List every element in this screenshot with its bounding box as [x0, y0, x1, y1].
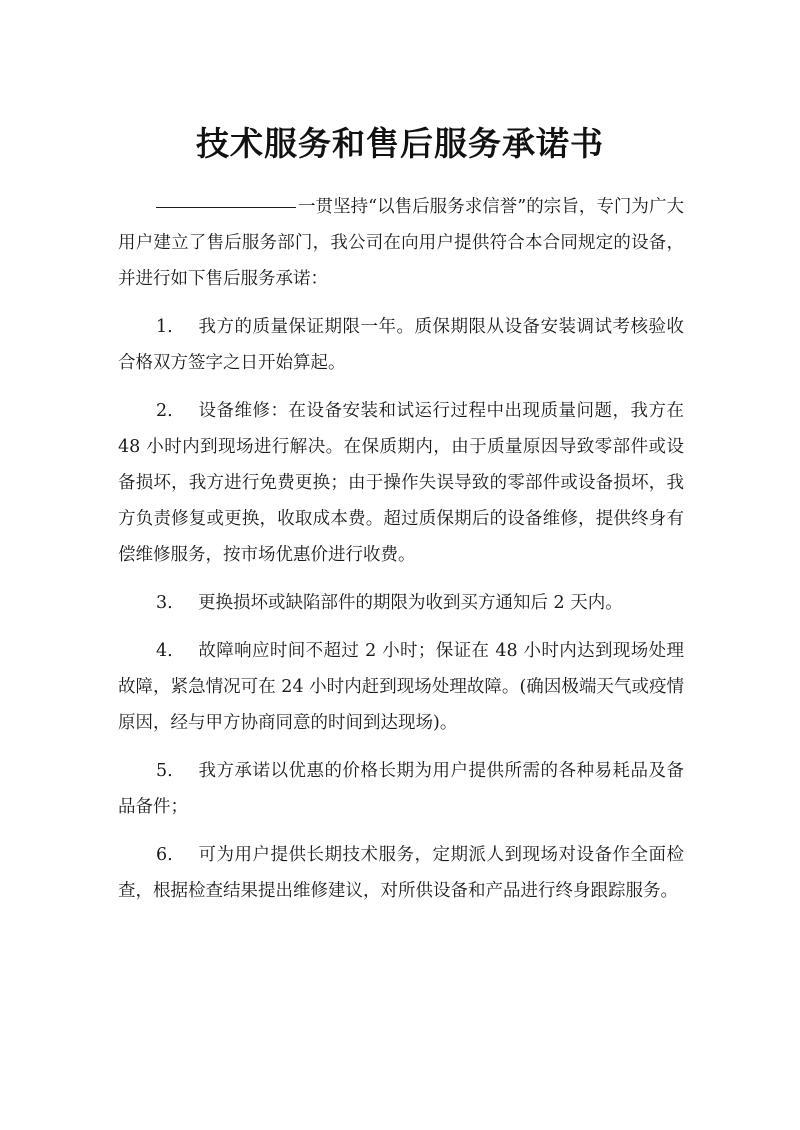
item-number: 4.	[156, 641, 173, 661]
intro-paragraph	[118, 189, 684, 297]
commitment-item-1	[118, 309, 684, 381]
commitment-item-4	[118, 633, 684, 741]
item-number: 1.	[156, 317, 173, 337]
company-name-blank	[156, 206, 296, 208]
item-number: 5.	[156, 761, 173, 781]
commitment-item-3	[118, 585, 684, 621]
item-text: 可为用户提供长期技术服务，定期派人到现场对设备作全面检查，根据检查结果提出维修建议，对所供设备和产品进行终身跟踪服务。	[118, 845, 684, 901]
item-number: 6.	[156, 845, 173, 865]
item-text: 设备维修：在设备安装和试运行过程中出现质量问题，我方在 48 小时内到现场进行解决。在保质期内，由于质量原因导致零部件或设备损坏，我方进行免费更换；由于操作失误导致的零部件或设备损坏，我方负责修复或更换，收取成本费。超过质保期后的设备维修，提供终身有偿维修服务，按市场优惠价进行收费。	[118, 401, 684, 565]
item-number: 2.	[156, 401, 173, 421]
commitment-item-5	[118, 753, 684, 825]
intro-text: 一贯坚持“以售后服务求信誉”的宗旨，专门为广大用户建立了售后服务部门，我公司在向用户提供符合本合同规定的设备，并进行如下售后服务承诺：	[118, 197, 684, 289]
document-title: 技术服务和售后服务承诺书	[196, 124, 604, 163]
item-text: 故障响应时间不超过 2 小时；保证在 48 小时内达到现场处理故障，紧急情况可在 24 小时内赶到现场处理故障。(确因极端天气或疫情原因，经与甲方协商同意的时间到达现场)。	[118, 641, 684, 733]
item-text: 更换损坏或缺陷部件的期限为收到买方通知后 2 天内。	[198, 593, 623, 613]
commitment-item-6	[118, 837, 684, 909]
commitment-item-2	[118, 393, 684, 573]
item-text: 我方的质量保证期限一年。质保期限从设备安装调试考核验收合格双方签字之日开始算起。	[118, 317, 684, 373]
item-number: 3.	[156, 593, 173, 613]
item-text: 我方承诺以优惠的价格长期为用户提供所需的各种易耗品及备品备件；	[118, 761, 684, 817]
document-body	[118, 189, 684, 921]
